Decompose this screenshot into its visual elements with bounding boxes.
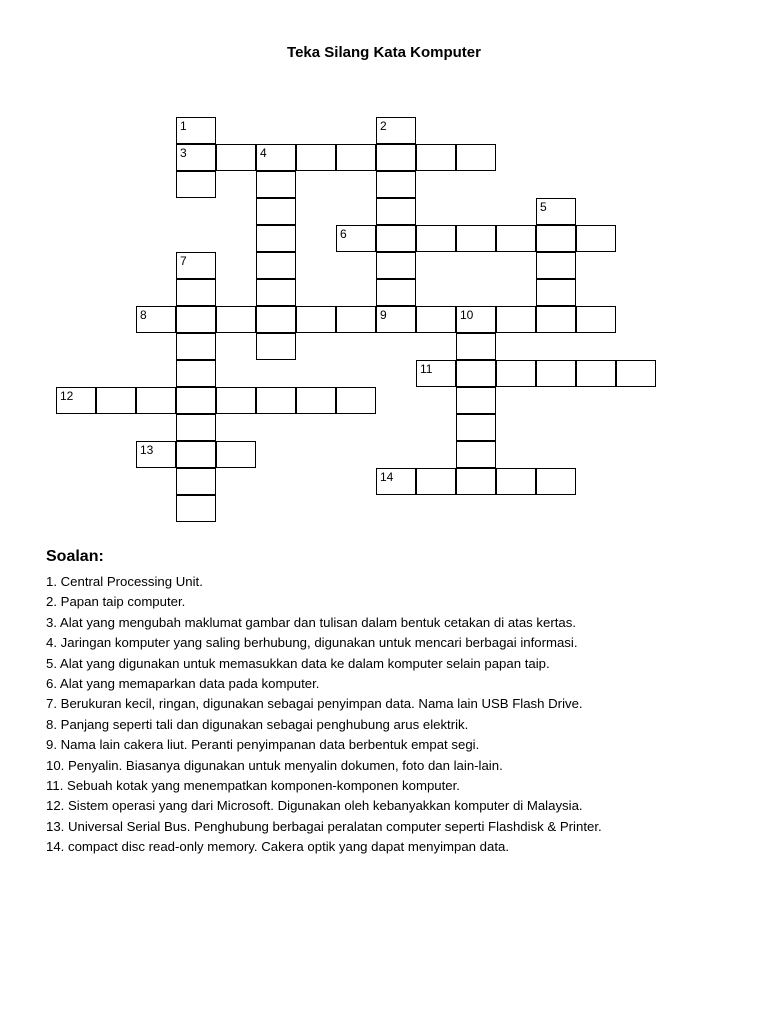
clue-item: 5. Alat yang digunakan untuk memasukkan data ke dalam komputer selain papan taip. xyxy=(46,655,550,671)
clue-number: 13 xyxy=(140,443,154,457)
grid-cell[interactable] xyxy=(176,279,216,306)
grid-cell[interactable] xyxy=(376,198,416,225)
grid-cell[interactable] xyxy=(56,387,96,414)
clue-item: 13. Universal Serial Bus. Penghubung berbagai peralatan computer seperti Flashdisk & Printer. xyxy=(46,818,602,834)
clue-number: 6 xyxy=(340,227,347,241)
clue-number: 14 xyxy=(380,470,394,484)
grid-cell[interactable] xyxy=(536,279,576,306)
questions-heading: Soalan: xyxy=(46,548,104,565)
clue-number: 3 xyxy=(180,146,187,160)
grid-cell[interactable] xyxy=(336,387,376,414)
grid-cell[interactable] xyxy=(136,306,176,333)
grid-cell[interactable] xyxy=(496,360,536,387)
grid-cell[interactable] xyxy=(456,468,496,495)
grid-cell[interactable] xyxy=(496,225,536,252)
grid-cell[interactable] xyxy=(536,252,576,279)
grid-cell[interactable] xyxy=(416,360,456,387)
grid-cell[interactable] xyxy=(256,279,296,306)
grid-cell[interactable] xyxy=(176,144,216,171)
clue-item: 2. Papan taip computer. xyxy=(46,594,186,610)
grid-cell[interactable] xyxy=(256,333,296,360)
grid-cell[interactable] xyxy=(496,306,536,333)
grid-cell[interactable] xyxy=(136,387,176,414)
clue-item: 14. compact disc read-only memory. Cakera optik yang dapat menyimpan data. xyxy=(46,839,510,855)
grid-cell[interactable] xyxy=(456,360,496,387)
grid-cell[interactable] xyxy=(256,198,296,225)
grid-cell[interactable] xyxy=(176,360,216,387)
grid-cell[interactable] xyxy=(456,441,496,468)
grid-cell[interactable] xyxy=(496,468,536,495)
grid-cell[interactable] xyxy=(136,441,176,468)
clue-number: 12 xyxy=(60,389,74,403)
grid-cell[interactable] xyxy=(456,387,496,414)
grid-cell[interactable] xyxy=(296,306,336,333)
grid-cell[interactable] xyxy=(376,252,416,279)
clue-number: 4 xyxy=(260,146,267,160)
grid-cell[interactable] xyxy=(456,306,496,333)
grid-cell[interactable] xyxy=(296,144,336,171)
clue-item: 4. Jaringan komputer yang saling berhubung, digunakan untuk mencari berbagai informasi. xyxy=(46,635,578,651)
clue-item: 6. Alat yang memaparkan data pada komputer. xyxy=(46,676,320,692)
grid-cell[interactable] xyxy=(176,171,216,198)
grid-cell[interactable] xyxy=(456,333,496,360)
clue-item: 7. Berukuran kecil, ringan, digunakan sebagai penyimpan data. Nama lain USB Flash Drive. xyxy=(46,696,583,712)
clue-item: 9. Nama lain cakera liut. Peranti penyimpanan data berbentuk empat segi. xyxy=(46,737,480,753)
grid-cell[interactable] xyxy=(376,225,416,252)
grid-cell[interactable] xyxy=(536,360,576,387)
grid-cell[interactable] xyxy=(176,117,216,144)
clue-item: 1. Central Processing Unit. xyxy=(46,574,203,589)
grid-cell[interactable] xyxy=(256,306,296,333)
grid-cell[interactable] xyxy=(336,144,376,171)
grid-cell[interactable] xyxy=(576,360,616,387)
grid-cell[interactable] xyxy=(216,387,256,414)
clue-item: 12. Sistem operasi yang dari Microsoft. Digunakan oleh kebanyakkan komputer di Malaysia. xyxy=(46,798,583,814)
clue-number: 2 xyxy=(380,119,387,133)
grid-cell[interactable] xyxy=(376,144,416,171)
grid-cell[interactable] xyxy=(256,252,296,279)
grid-cell[interactable] xyxy=(616,360,656,387)
grid-cell[interactable] xyxy=(416,225,456,252)
grid-cell[interactable] xyxy=(256,171,296,198)
clue-number: 8 xyxy=(140,308,147,322)
grid-cell[interactable] xyxy=(376,117,416,144)
grid-cell[interactable] xyxy=(176,495,216,522)
clue-number: 1 xyxy=(180,119,187,133)
clue-list xyxy=(46,572,602,858)
grid-cell[interactable] xyxy=(536,468,576,495)
grid-cell[interactable] xyxy=(416,144,456,171)
clue-number: 9 xyxy=(380,308,387,322)
clue-number: 10 xyxy=(460,308,474,322)
clue-item: 10. Penyalin. Biasanya digunakan untuk menyalin dokumen, foto dan lain-lain. xyxy=(46,757,503,773)
grid-cell[interactable] xyxy=(216,306,256,333)
grid-cell[interactable] xyxy=(536,225,576,252)
grid-cell[interactable] xyxy=(176,387,216,414)
grid-cell[interactable] xyxy=(216,441,256,468)
page-title: Teka Silang Kata Komputer xyxy=(287,44,481,61)
clue-item: 3. Alat yang mengubah maklumat gambar dan tulisan dalam bentuk cetakan di atas kertas. xyxy=(46,614,577,630)
grid-cell[interactable] xyxy=(176,414,216,441)
grid-cell[interactable] xyxy=(216,144,256,171)
grid-cell[interactable] xyxy=(176,306,216,333)
grid-cell[interactable] xyxy=(376,279,416,306)
grid-cell[interactable] xyxy=(576,225,616,252)
clue-number: 5 xyxy=(540,200,547,214)
grid-cell[interactable] xyxy=(176,441,216,468)
grid-cell[interactable] xyxy=(456,225,496,252)
grid-cell[interactable] xyxy=(256,144,296,171)
clue-number: 11 xyxy=(420,362,433,376)
clue-number: 7 xyxy=(180,254,187,268)
grid-cell[interactable] xyxy=(536,306,576,333)
grid-cell[interactable] xyxy=(256,225,296,252)
grid-cell[interactable] xyxy=(416,468,456,495)
grid-cell[interactable] xyxy=(416,306,456,333)
grid-cell[interactable] xyxy=(256,387,296,414)
grid-cell[interactable] xyxy=(176,333,216,360)
grid-cell[interactable] xyxy=(456,414,496,441)
grid-cell[interactable] xyxy=(376,468,416,495)
grid-cell[interactable] xyxy=(336,225,376,252)
grid-cell[interactable] xyxy=(576,306,616,333)
grid-cell[interactable] xyxy=(536,198,576,225)
grid-cell[interactable] xyxy=(96,387,136,414)
grid-cell[interactable] xyxy=(336,306,376,333)
grid-cell[interactable] xyxy=(376,171,416,198)
grid-cell[interactable] xyxy=(376,306,416,333)
grid-cell[interactable] xyxy=(296,387,336,414)
grid-cell[interactable] xyxy=(176,468,216,495)
clue-item: 11. Sebuah kotak yang menempatkan komponen-komponen komputer. xyxy=(46,778,460,794)
clue-item: 8. Panjang seperti tali dan digunakan sebagai penghubung arus elektrik. xyxy=(46,716,469,732)
grid-cell[interactable] xyxy=(176,252,216,279)
grid-cell[interactable] xyxy=(456,144,496,171)
